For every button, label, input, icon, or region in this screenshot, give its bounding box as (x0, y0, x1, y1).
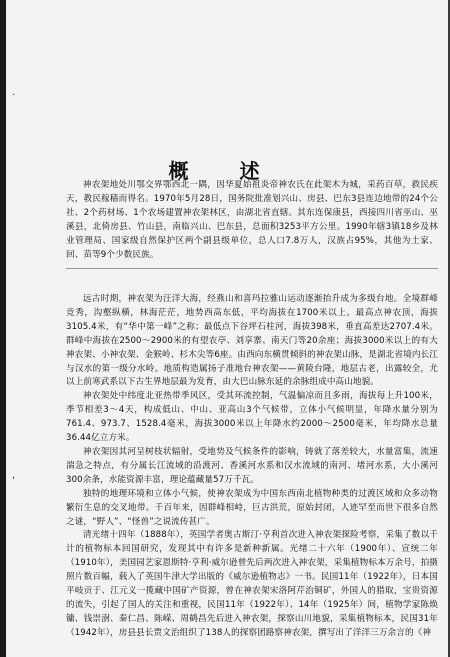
margin-mark: , (12, 470, 16, 481)
overview-body (66, 293, 438, 641)
page-title: 概 述 (168, 159, 282, 183)
overview-summary (66, 179, 438, 262)
summary-paragraph: 神农架地处川鄂交界鄂西北一隅，因华夏始祖炎帝神农氏在此架木为城，采药百草，救民疾天，教民稼穑而得名。1970年5月28日，国务院批准划兴山、房县、巴东3县连边地带的24个公社、2个药材场、1个农场建置神农架林区，由湖北省直辖。其东连保康县，西接四川省巫山、巫溪县，北倚房县、竹山县，南临兴山、巴东县，总面积3253平方公里。1990年辖3镇18乡及林业管理局、国家级自然保护区两个副县级单位，总人口7.8万人，汉族占95%，其他为土家、回、苗等9个少数民族。 (66, 180, 438, 260)
margin-mark: · (12, 90, 16, 101)
paragraph-geology: 远古时期，神农架为汪洋大海，经燕山和喜玛拉雅山运动逐渐抬升成为多级台地。全境群峰竞秀，沟壑纵横，林海茫茫，地势西高东低，平均海拔在1700米以上。最高点神农顶，海拔3105.4米，有“华中第一峰”之称；最低点下谷坪石柱河，海拔398米，垂直高差达2707.4米。群峰中海拔在2500～2900米的有望农亭、刘享寨、南天门等20余座；海拔3000米以上的有大神农架、小神农架、金猴岭、杉木尖等6座。由西向东横贯倾斜的神农架山脉，是湖北省境内长江与汉水的第一级分水岭。地质构造属扬子准地台神农架——黄陵台隆，地层古老，出露较全，尤以上前寒武系以下古生界地层最为发育，由大巴山脉东延的余脉组成中高山地貌。 (66, 294, 438, 388)
section-divider (66, 268, 438, 269)
paragraph-biology: 独特的地理环境和立体小气候，使神农架成为中国东西南北植物种类的过渡区域和众多动物繁衍生息的交叉地带。千百年来，因群峰相峙，巨古洪荒，原始封闭，人迹罕至而世下很多自然之谜，“野人”、“怪兽”之说流传甚广。 (66, 488, 438, 527)
paragraph-history: 清光绪十四年（1888年），英国学者奥古斯汀·亨利首次进入神农架探险考察，采集了数以千计的植物标本回国研究，发现其中有许多是新种新属。光绪二十六年（1900年）、宣统二年（1910年），美国园艺家恩斯特·亨利·威尔逊曾先后两次进入神农架，采集植物标本万余号，拍摄照片数百幅，载入了英国牛津大学出版的《威尔逊植物志》一书。民国11年（1922年），日本国平岐贡于、江元义一揽藏中国矿产资源，曾在神农架宋洛阿芹治铜矿，外国人的猎取，宝贵资源的流失，引起了国人的关注和重视，民国11年（1922年）、14年（1925年）间，植物学家陈焕镛、钱崇澍、秦仁昌、陈嵘、周鹤昌先后进入神农架，探察山川地貌，采集植物标本，民国31年（1942年），房县县长贾文治组织了138人的探察团路察神农架，撰写出了洋洋三万余言的《神 (66, 530, 438, 638)
scan-edge-shadow (0, 0, 6, 657)
paragraph-rivers: 神农架因其河呈树枝状辐射，受地势及气候条件的影响，铸就了落差较大，水量富集，流速湍急之特点，有分属长江流域的沿渡河、香溪河水系和汉水流域的南河、堵河水系，大小溪河300余条，水能资源丰富，理论蕴藏量57万千瓦。 (66, 446, 438, 485)
paragraph-climate: 神农架处中纬度北亚热带季风区，受其环流控制，气温偏凉而且多雨，海拔每上升100米，季节相差3～4天，构成低山、中山、亚高山3个气候带，立体小气候明显，年降水量分别为761.4、973.7、1528.4毫米，海拔3000米以上年降水约2000～2500毫米，年均降水总量36.44亿立方米。 (66, 391, 438, 444)
